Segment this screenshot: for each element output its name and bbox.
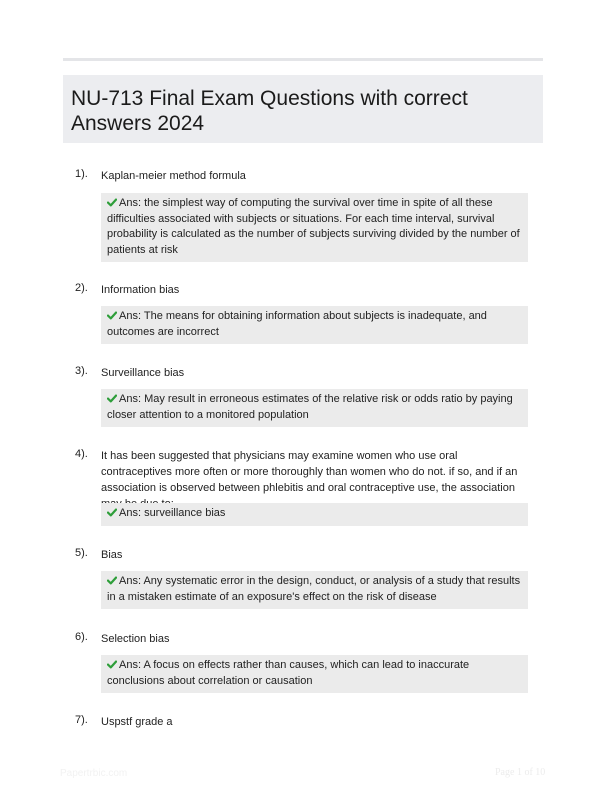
question-number: 5). (75, 547, 88, 559)
question-text: Information bias (101, 284, 180, 296)
answer-text: Ans: A focus on effects rather than causes, which can lead to inaccurate conclusions about correlation or causation (107, 659, 470, 687)
question-text: Surveillance bias (101, 367, 185, 379)
question-text: Bias (101, 549, 123, 561)
answer-box (101, 389, 528, 427)
title-box (63, 75, 543, 143)
top-divider (63, 58, 543, 61)
page-title: NU-713 Final Exam Questions with correct Answers 2024 (71, 87, 468, 135)
answer-box (101, 193, 528, 262)
question-number: 2). (75, 282, 88, 294)
question-number: 4). (75, 448, 88, 460)
question-number: 3). (75, 365, 88, 377)
check-icon (107, 508, 117, 517)
question-number: 7). (75, 714, 88, 726)
answer-text: Ans: the simplest way of computing the survival over time in spite of all these difficulties associated with subjects or situations. For each time interval, survival probability is calculated as the number of subjects surviving divided by the number of patients at risk (107, 197, 520, 256)
question-number: 1). (75, 168, 88, 180)
check-icon (107, 576, 117, 585)
page-number: Page 1 of 10 (495, 767, 546, 778)
question-number: 6). (75, 631, 88, 643)
check-icon (107, 198, 117, 207)
question-text: Selection bias (101, 633, 170, 645)
answer-box (101, 503, 528, 526)
answer-text: Ans: surveillance bias (119, 507, 226, 519)
answer-box (101, 571, 528, 609)
question-text: Uspstf grade a (101, 716, 173, 728)
answer-text: Ans: The means for obtaining information about subjects is inadequate, and outcomes are incorrect (107, 310, 487, 338)
check-icon (107, 394, 117, 403)
answer-text: Ans: May result in erroneous estimates of the relative risk or odds ratio by paying closer attention to a monitored population (107, 393, 513, 421)
answer-box (101, 306, 528, 344)
answer-box (101, 655, 528, 693)
question-text: Kaplan-meier method formula (101, 170, 246, 182)
check-icon (107, 311, 117, 320)
question-text: It has been suggested that physicians may examine women who use oral contraceptives more often or more thoroughly than women who do not. if so, and if an association is observed between phlebitis and oral contraceptive use, the association (101, 450, 518, 494)
answer-text: Ans: Any systematic error in the design, conduct, or analysis of a study that results in a mistaken estimate of an exposure's effect on the risk of disease (107, 575, 521, 603)
footer-watermark: Papertrbic.com (60, 768, 128, 779)
check-icon (107, 660, 117, 669)
